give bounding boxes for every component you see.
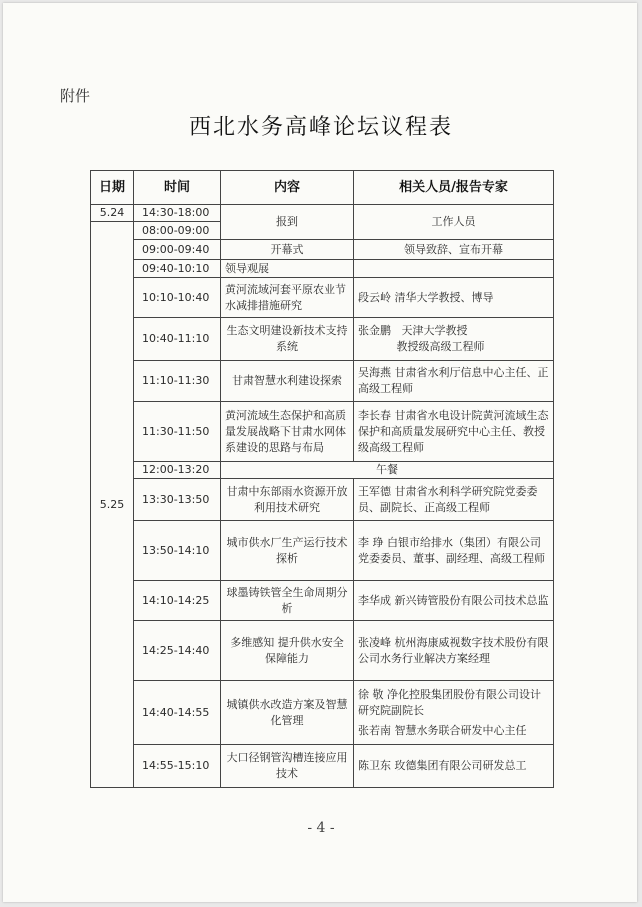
agenda-table bbox=[90, 170, 554, 788]
table-row bbox=[91, 745, 554, 788]
people-cell: 李华成 新兴铸管股份有限公司技术总监 bbox=[354, 581, 554, 621]
page-title: 西北水务高峰论坛议程表 bbox=[188, 115, 453, 140]
people-cell: 工作人员 bbox=[354, 205, 554, 240]
header-date: 日期 bbox=[91, 171, 134, 205]
time-cell: 10:10-10:40 bbox=[134, 278, 221, 318]
table-header-row bbox=[91, 171, 554, 205]
content-cell: 甘肃中东部雨水资源开放利用技术研究 bbox=[221, 479, 354, 521]
date-cell: 5.24 bbox=[91, 205, 134, 222]
time-cell: 14:40-14:55 bbox=[134, 681, 221, 745]
people-entry: 徐 敬 净化控股集团股份有限公司设计研究院副院长 bbox=[358, 687, 541, 717]
people-cell bbox=[354, 681, 554, 745]
people-cell: 王军德 甘肃省水利科学研究院党委委员、副院长、正高级工程师 bbox=[354, 479, 554, 521]
date-cell: 5.25 bbox=[91, 222, 134, 788]
table-row bbox=[91, 621, 554, 681]
people-cell: 吴海燕 甘肃省水利厅信息中心主任、正高级工程师 bbox=[354, 361, 554, 402]
people-cell: 李长春 甘肃省水电设计院黄河流域生态保护和高质量发展研究中心主任、教授级高级工程师 bbox=[354, 402, 554, 462]
content-cell: 大口径钢管沟槽连接应用技术 bbox=[221, 745, 354, 788]
time-cell: 11:10-11:30 bbox=[134, 361, 221, 402]
content-cell: 黄河流域河套平原农业节水减排措施研究 bbox=[221, 278, 354, 318]
people-cell: 领导致辞、宣布开幕 bbox=[354, 240, 554, 260]
table-row bbox=[91, 240, 554, 260]
header-time: 时间 bbox=[134, 171, 221, 205]
content-cell: 多维感知 提升供水安全保障能力 bbox=[221, 621, 354, 681]
time-cell: 14:25-14:40 bbox=[134, 621, 221, 681]
people-cell: 陈卫东 玫德集团有限公司研发总工 bbox=[354, 745, 554, 788]
page-number: - 4 - bbox=[307, 820, 335, 836]
time-cell: 08:00-09:00 bbox=[134, 222, 221, 240]
content-cell: 球墨铸铁管全生命周期分析 bbox=[221, 581, 354, 621]
content-cell: 领导观展 bbox=[221, 260, 354, 278]
table-row bbox=[91, 681, 554, 745]
content-cell: 报到 bbox=[221, 205, 354, 240]
table-row bbox=[91, 318, 554, 361]
content-cell: 甘肃智慧水利建设探索 bbox=[221, 361, 354, 402]
table-row bbox=[91, 581, 554, 621]
people-cell: 张凌峰 杭州海康威视数字技术股份有限公司水务行业解决方案经理 bbox=[354, 621, 554, 681]
time-cell: 14:10-14:25 bbox=[134, 581, 221, 621]
table-row bbox=[91, 402, 554, 462]
people-cell bbox=[354, 260, 554, 278]
time-cell: 09:00-09:40 bbox=[134, 240, 221, 260]
time-cell: 14:30-18:00 bbox=[134, 205, 221, 222]
time-cell: 13:50-14:10 bbox=[134, 521, 221, 581]
table-row bbox=[91, 521, 554, 581]
table-row bbox=[91, 278, 554, 318]
table-row bbox=[91, 260, 554, 278]
header-people: 相关人员/报告专家 bbox=[354, 171, 554, 205]
content-cell: 城市供水厂生产运行技术探析 bbox=[221, 521, 354, 581]
content-cell: 黄河流域生态保护和高质量发展战略下甘肃水网体系建设的思路与布局 bbox=[221, 402, 354, 462]
table-row bbox=[91, 462, 554, 479]
content-cell: 午餐 bbox=[221, 462, 554, 479]
table-row bbox=[91, 479, 554, 521]
table-row bbox=[91, 205, 554, 222]
time-cell: 12:00-13:20 bbox=[134, 462, 221, 479]
attachment-label: 附件 bbox=[60, 87, 91, 105]
header-content: 内容 bbox=[221, 171, 354, 205]
content-cell: 城镇供水改造方案及智慧化管理 bbox=[221, 681, 354, 745]
people-entry: 张若南 智慧水务联合研发中心主任 bbox=[358, 723, 527, 737]
people-cell: 段云岭 清华大学教授、博导 bbox=[354, 278, 554, 318]
time-cell: 10:40-11:10 bbox=[134, 318, 221, 361]
time-cell: 11:30-11:50 bbox=[134, 402, 221, 462]
time-cell: 13:30-13:50 bbox=[134, 479, 221, 521]
content-cell: 开幕式 bbox=[221, 240, 354, 260]
time-cell: 09:40-10:10 bbox=[134, 260, 221, 278]
content-cell: 生态文明建设新技术支持系统 bbox=[221, 318, 354, 361]
people-cell: 李 琤 白银市给排水（集团）有限公司党委委员、董事、副经理、高级工程师 bbox=[354, 521, 554, 581]
time-cell: 14:55-15:10 bbox=[134, 745, 221, 788]
table-row bbox=[91, 361, 554, 402]
people-cell: 张金鹏 天津大学教授 教授级高级工程师 bbox=[354, 318, 554, 361]
